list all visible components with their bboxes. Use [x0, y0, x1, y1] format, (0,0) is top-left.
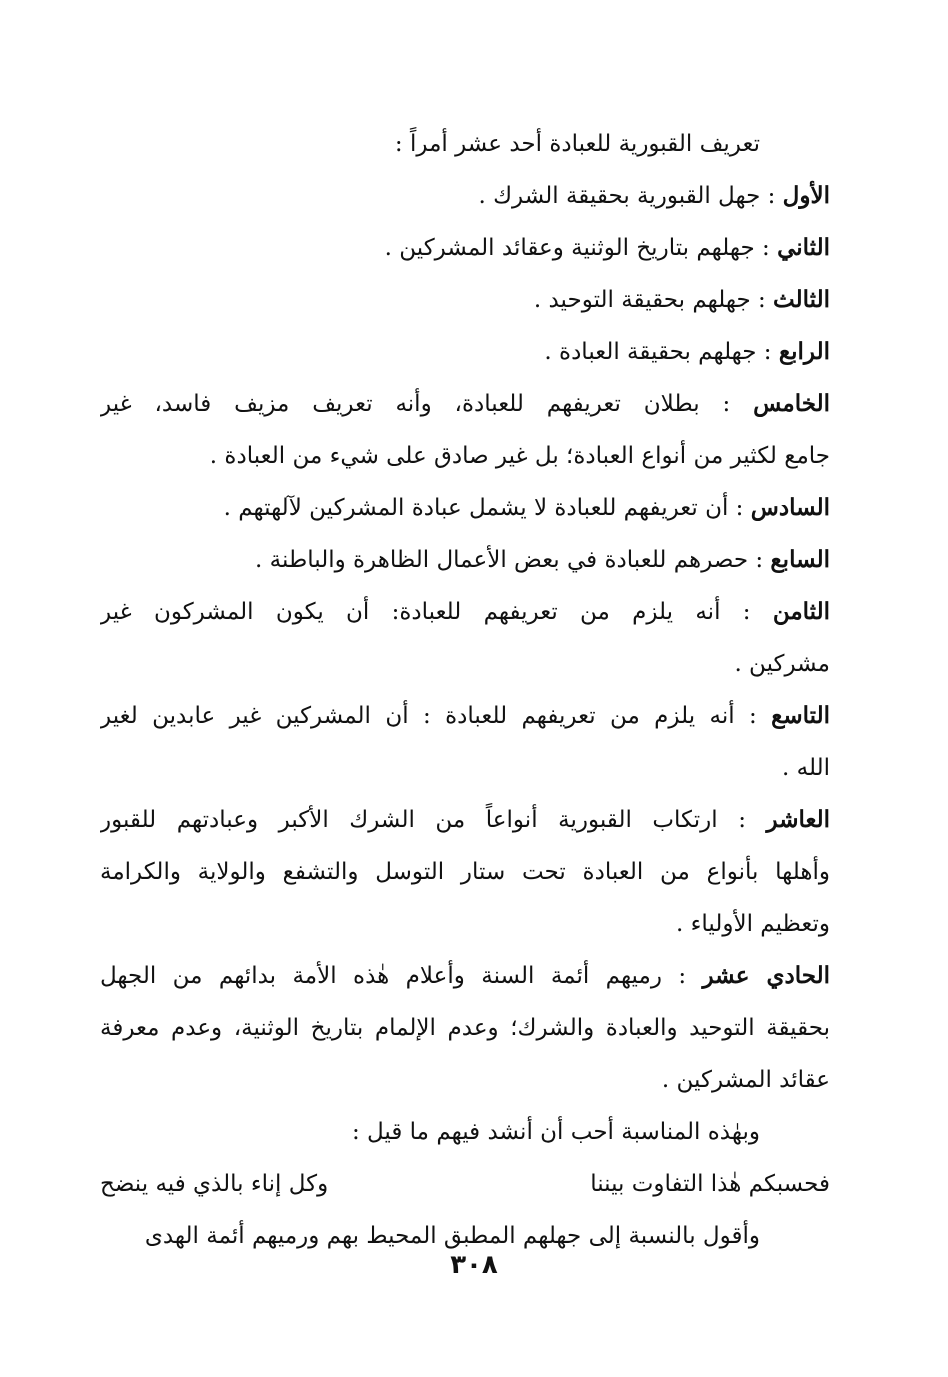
list-item [100, 378, 830, 430]
list-item [100, 950, 830, 1002]
item-text: : أنه يلزم من تعريفهم للعبادة : أن المشركين غير عابدين لغير [100, 703, 772, 729]
item-label: السابع [770, 546, 830, 573]
item-text: : أنه يلزم من تعريفهم للعبادة: أن يكون المشركون غير [100, 599, 773, 625]
item-label: الأول [782, 182, 830, 209]
item-text: : ارتكاب القبورية أنواعاً من الشرك الأكبر وعبادتهم للقبور [100, 807, 767, 833]
item-label: الحادي عشر [702, 962, 830, 989]
item-label: التاسع [771, 702, 830, 729]
list-item [100, 482, 830, 534]
list-item [100, 170, 830, 222]
item-text: : حصرهم للعبادة في بعض الأعمال الظاهرة والباطنة . [255, 547, 771, 573]
verse-line [100, 1158, 830, 1210]
item-label: الثاني [777, 234, 830, 261]
items-list [100, 170, 830, 1106]
item-continuation: مشركين . [734, 651, 830, 677]
item-label: الخامس [753, 390, 830, 417]
item-label: الثامن [772, 598, 830, 625]
verse-first-half: فحسبكم هٰذا التفاوت بيننا [590, 1171, 830, 1197]
page-body [100, 118, 830, 1262]
list-item [100, 586, 830, 638]
item-text: : جهلهم بتاريخ الوثنية وعقائد المشركين . [384, 235, 778, 261]
item-label: العاشر [766, 806, 830, 833]
page-number: ٣٠٨ [450, 1250, 498, 1280]
item-label: السادس [750, 494, 830, 521]
item-continuation: الله . [782, 755, 830, 781]
closing-intro-line: وبهٰذه المناسبة أحب أن أنشد فيهم ما قيل : [351, 1119, 760, 1145]
list-item [100, 534, 830, 586]
list-item [100, 794, 830, 846]
item-continuation: وأهلها بأنواع من العبادة تحت ستار التوسل والتشفع والولاية والكرامة [100, 859, 830, 885]
item-text: : جهل القبورية بحقيقة الشرك . [478, 183, 783, 209]
final-line: وأقول بالنسبة إلى جهلهم المطبق المحيط بهم ورميهم أئمة الهدى [144, 1223, 760, 1249]
item-continuation: وتعظيم الأولياء . [675, 911, 830, 937]
item-continuation: عقائد المشركين . [661, 1067, 830, 1093]
verse-second-half: وكل إناء بالذي فيه ينضح [100, 1171, 329, 1197]
list-item [100, 274, 830, 326]
list-item [100, 690, 830, 742]
item-text: : جهلهم بحقيقة العبادة . [544, 339, 779, 365]
item-text: : رميهم أئمة السنة وأعلام هٰذه الأمة بدائهم من الجهل [100, 963, 703, 989]
item-text: : جهلهم بحقيقة التوحيد . [533, 287, 774, 313]
item-text: : أن تعريفهم للعبادة لا يشمل عبادة المشركين لآلهتهم . [223, 495, 751, 521]
item-text: : بطلان تعريفهم للعبادة، وأنه تعريف مزيف فاسد، غير [100, 391, 754, 417]
item-continuation: بحقيقة التوحيد والعبادة والشرك؛ وعدم الإلمام بتاريخ الوثنية، وعدم معرفة [100, 1015, 830, 1041]
item-label: الثالث [773, 286, 830, 313]
intro-line: تعريف القبورية للعبادة أحد عشر أمراً : [394, 131, 760, 157]
list-item [100, 326, 830, 378]
item-label: الرابع [778, 338, 830, 365]
item-continuation: جامع لكثير من أنواع العبادة؛ بل غير صادق على شيء من العبادة . [209, 443, 830, 469]
list-item [100, 222, 830, 274]
